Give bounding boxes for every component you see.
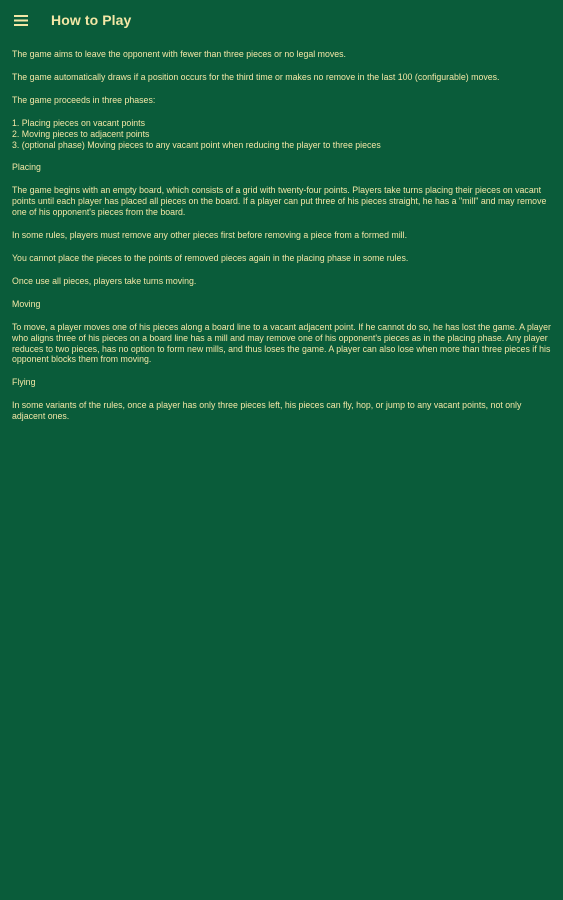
rules-intro-goal: The game aims to leave the opponent with fewer than three pieces or no legal moves. — [12, 49, 346, 59]
flying-paragraph-1: In some variants of the rules, once a player has only three pieces left, his pieces can fly, hop, or jump to any vacant points, not only adjacent ones. — [12, 400, 522, 422]
section-heading-placing: Placing — [12, 162, 41, 173]
placing-paragraph-1: The game begins with an empty board, which consists of a grid with twenty-four points. Players take turns placing their pieces on vacant points until each player has placed all pieces on the board. If a player can put three of his pieces straight, he has a "mill" and may remove one of his opponent's pieces from the board. — [12, 185, 547, 218]
rules-intro-draw: The game automatically draws if a position occurs for the third time or makes no remove in the last 100 (configurable) moves. — [12, 71, 500, 82]
page-title: How to Play — [51, 12, 132, 28]
placing-paragraph-4: Once use all pieces, players take turns moving. — [12, 275, 197, 286]
phases-list — [12, 118, 551, 151]
phase-item-1: 1. Placing pieces on vacant points — [12, 117, 146, 128]
hamburger-menu-glyph — [14, 15, 28, 26]
hamburger-menu-icon[interactable] — [12, 11, 30, 29]
app-bar — [0, 0, 563, 40]
moving-paragraph-1: To move, a player moves one of his pieces along a board line to a vacant adjacent point. If he cannot do so, he has lost the game. A player who aligns three of his pieces on a board line has a mill and may remove one of his opponent's pieces as in the placing phase. Any player reduces to two pieces, has no option to form new mills, and thus loses the game. A player can also lose when more than three pieces if his opponent blocks them from moving. — [12, 321, 551, 365]
placing-paragraph-3: You cannot place the pieces to the points of removed pieces again in the placing phase in some rules. — [12, 252, 409, 263]
phase-item-3: 3. (optional phase) Moving pieces to any vacant point when reducing the player to three pieces — [12, 139, 381, 150]
placing-paragraph-2: In some rules, players must remove any other pieces first before removing a piece from a formed mill. — [12, 230, 408, 241]
phase-item-2: 2. Moving pieces to adjacent points — [12, 128, 150, 139]
section-heading-flying: Flying — [12, 377, 36, 388]
rules-content — [0, 40, 563, 422]
section-heading-moving: Moving — [12, 298, 41, 309]
rules-intro-phases: The game proceeds in three phases: — [12, 94, 156, 105]
